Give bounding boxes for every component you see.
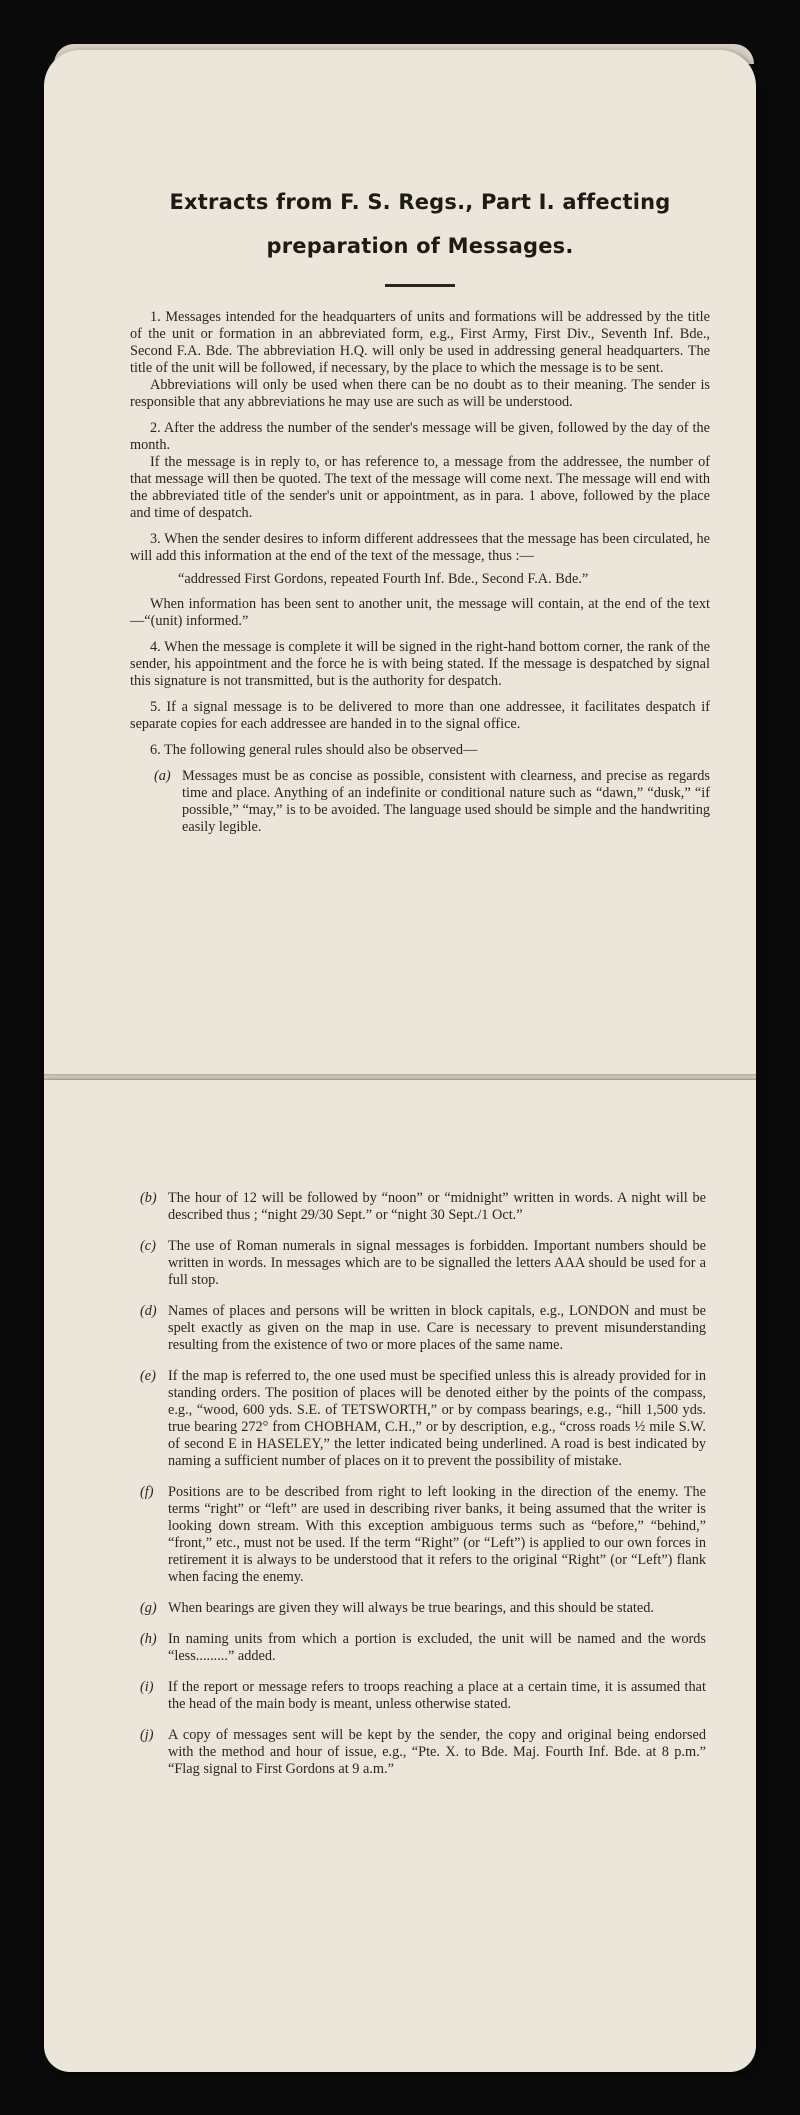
rule-label: (g) xyxy=(140,1600,157,1616)
rule-text: Messages must be as concise as possible, consistent with clearness, and precise as regards time and place. Anything of an indefinite or conditional nature such as “dawn,” “dusk,” “if possible,” “may,” is to be avoided. The language used should be simple and the handwriting easily legible. xyxy=(182,768,710,835)
para-3b: When information has been sent to another unit, the message will contain, at the end of the text—“(unit) informed.” xyxy=(130,596,710,629)
para-1a: 1. Messages intended for the headquarters of units and formations will be addressed by the title of the unit or formation in an abbreviated form, e.g., First Army, First Div., Seventh Inf. Bde., Second F.A. Bde. The abbreviation H.Q. will only be used in addressing general headquarters. The title of the unit will be followed, if necessary, by the place to which the message is to be sent. xyxy=(130,309,710,376)
rule-text: Positions are to be described from right to left looking in the direction of the enemy. The terms “right” or “left” are used in describing river banks, it being assumed that the writer is looking down stream. With this exception ambiguous terms such as “before,” “behind,” “front,” etc., must not be used. If the term “Right” (or “Left”) is applied to our own forces in retirement it is always to be understood that it refers to the original “Right” (or “Left”) flank when facing the enemy. xyxy=(168,1484,706,1585)
rule-item-i xyxy=(140,1679,706,1713)
para-4: 4. When the message is complete it will be signed in the right-hand bottom corner, the rank of the sender, his appointment and the force he is with being stated. If the message is despatched by signal this signature is not transmitted, but is the authority for despatch. xyxy=(130,639,710,689)
para-3a: 3. When the sender desires to inform different addressees that the message has been circulated, he will add this information at the end of the text of the message, thus :— xyxy=(130,531,710,564)
rule-item-j xyxy=(140,1727,706,1778)
rule-item-a xyxy=(130,768,710,836)
rule-label: (j) xyxy=(140,1727,154,1743)
rule-text: A copy of messages sent will be kept by the sender, the copy and original being endorsed with the method and hour of issue, e.g., “Pte. X. to Bde. Maj. Fourth Inf. Bde. at 8 p.m.” “Flag signal to First Gordons at 9 a.m.” xyxy=(168,1727,706,1777)
rule-label: (c) xyxy=(140,1238,156,1254)
rule-text: In naming units from which a portion is excluded, the unit will be named and the words “less.........” added. xyxy=(168,1631,706,1664)
title-divider xyxy=(385,284,455,287)
rule-text: If the map is referred to, the one used must be specified unless this is already provided for in standing orders. The position of places will be denoted either by the points of the compass, e.g., “wood, 600 yds. S.E. of TETSWORTH,” or by compass bearings, e.g., “hill 1,500 yds. true bearing 272° from CHOBHAM, C.H.,” or by description, e.g., “cross roads ½ mile S.W. of second E in HASELEY,” the letter indicated being underlined. A road is best indicated by naming a sufficient number of places on it to prevent the possibility of mistake. xyxy=(168,1368,706,1469)
rule-item-d xyxy=(140,1303,706,1354)
rule-item-f xyxy=(140,1484,706,1586)
rule-text: The use of Roman numerals in signal messages is forbidden. Important numbers should be written in words. In messages which are to be signalled the letters AAA should be used for a full stop. xyxy=(168,1238,706,1288)
para-1b: Abbreviations will only be used when there can be no doubt as to their meaning. The sender is responsible that any abbreviations he may use are such as will be understood. xyxy=(130,377,710,410)
rule-text: If the report or message refers to troops reaching a place at a certain time, it is assumed that the head of the main body is meant, unless otherwise stated. xyxy=(168,1679,706,1712)
title-line-1: Extracts from F. S. Regs., Part I. affecting xyxy=(169,190,671,214)
rule-item-h xyxy=(140,1631,706,1665)
rule-item-g xyxy=(140,1600,706,1617)
title-line-2: preparation of Messages. xyxy=(266,234,574,258)
rule-text: When bearings are given they will always be true bearings, and this should be stated. xyxy=(168,1600,654,1616)
lower-page-content xyxy=(44,1190,756,1792)
para-2a: 2. After the address the number of the sender's message will be given, followed by the day of the month. xyxy=(130,420,710,453)
rule-label: (f) xyxy=(140,1484,154,1500)
rule-item-b xyxy=(140,1190,706,1224)
para-5: 5. If a signal message is to be delivered to more than one addressee, it facilitates despatch if separate copies for each addressee are handed in to the signal office. xyxy=(130,699,710,732)
rule-label: (i) xyxy=(140,1679,154,1695)
rule-text: The hour of 12 will be followed by “noon” or “midnight” written in words. A night will be described thus ; “night 29/30 Sept.” or “night 30 Sept./1 Oct.” xyxy=(168,1190,706,1223)
rule-label: (b) xyxy=(140,1190,157,1206)
rule-label: (a) xyxy=(154,768,171,784)
rule-label: (e) xyxy=(140,1368,156,1384)
upper-page xyxy=(44,50,756,1075)
lower-page xyxy=(44,1080,756,2072)
rule-label: (h) xyxy=(140,1631,157,1647)
upper-page-content xyxy=(44,180,756,845)
rule-text: Names of places and persons will be written in block capitals, e.g., LONDON and must be spelt exactly as given on the map in use. Care is necessary to prevent misunderstanding resulting from the existence of two or more places of the same name. xyxy=(168,1303,706,1353)
rule-item-c xyxy=(140,1238,706,1289)
para-3-quote: “addressed First Gordons, repeated Fourth Inf. Bde., Second F.A. Bde.” xyxy=(178,571,589,587)
para-2b: If the message is in reply to, or has reference to, a message from the addressee, the number of that message will then be quoted. The text of the message will come next. The message will end with the abbreviated title of the sender's unit or appointment, as in para. 1 above, followed by the place and time of despatch. xyxy=(130,454,710,521)
para-6: 6. The following general rules should also be observed— xyxy=(150,742,478,758)
rule-item-e xyxy=(140,1368,706,1470)
rule-label: (d) xyxy=(140,1303,157,1319)
